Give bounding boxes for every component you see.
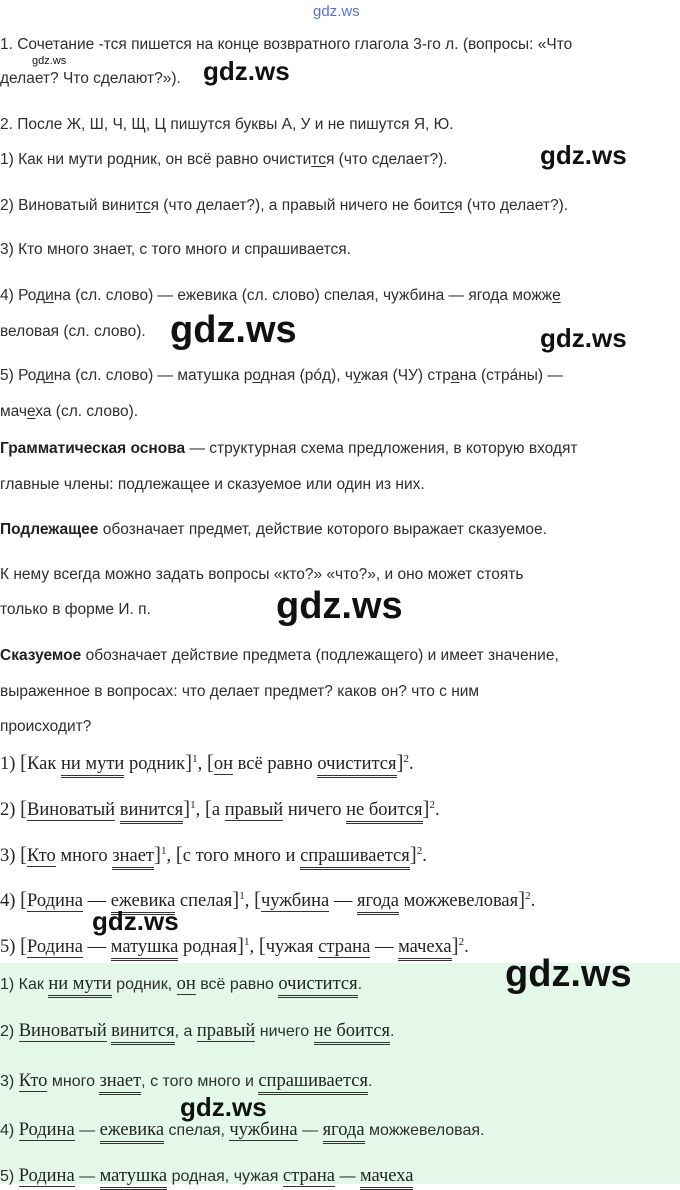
parsed-1: 1) Как ни мути родник, он всё равно очистится. <box>0 974 362 995</box>
parsed-4: 4) Родина — ежевика спелая, чужбина — ягода можжевеловая. <box>0 1120 484 1141</box>
rule-1-line-2: делает? Что сделают?»). <box>0 70 181 87</box>
scheme-2: 2) [Виноватый винится]$^1$, [а правый ничего не боится]$^2$. <box>0 796 440 821</box>
scheme-4: 4) [Родина — ежевика спелая]$^1$, [чужбина — ягода можжевеловая]$^2$. <box>0 887 535 912</box>
watermark: gdz.ws <box>505 953 632 995</box>
example-4-line-2: веловая (сл. слово). <box>0 323 146 340</box>
watermark: gdz.ws <box>203 56 290 86</box>
predicate-line-2: выраженное в вопросах: что делает предмет? каков он? что с ним <box>0 683 480 700</box>
rule-1-line-1: 1. Сочетание -тся пишется на конце возвратного глагола 3-го л. (вопросы: «Что <box>0 36 573 53</box>
subject-line-3: только в форме И. п. <box>0 601 151 618</box>
example-3: 3) Кто много знает, с того много и спрашивается. <box>0 241 351 258</box>
grammar-basis-line-1: Грамматическая основа — структурная схема предложения, в которую входят <box>0 440 578 457</box>
watermark: gdz.ws <box>540 140 627 170</box>
watermark: gdz.ws <box>540 323 627 353</box>
subject-line-2: К нему всегда можно задать вопросы «кто?» «что?», и оно может стоять <box>0 566 524 583</box>
grammar-basis-line-2: главные члены: подлежащее и сказуемое или один из них. <box>0 476 425 493</box>
subject-line-1: Подлежащее обозначает предмет, действие которого выражает сказуемое. <box>0 521 547 538</box>
watermark: gdz.ws <box>92 906 179 936</box>
example-5-line-2: мачеха (сл. слово). <box>0 403 139 420</box>
parsed-2: 2) Виноватый винится, а правый ничего не боится. <box>0 1021 394 1042</box>
predicate-line-3: происходит? <box>0 718 92 735</box>
parsed-5: 5) Родина — матушка родная, чужая страна — мачеха <box>0 1166 413 1187</box>
watermark-top: gdz.ws <box>313 3 360 20</box>
watermark-small: gdz.ws <box>32 55 67 67</box>
rule-2: 2. После Ж, Ш, Ч, Щ, Ц пишутся буквы А, У и не пишутся Я, Ю. <box>0 116 454 133</box>
example-1: 1) Как ни мути родник, он всё равно очистится (что сделает?). <box>0 151 448 168</box>
scheme-5: 5) [Родина — матушка родная]$^1$, [чужая страна — мачеха]$^2$. <box>0 933 469 958</box>
watermark: gdz.ws <box>180 1092 267 1122</box>
example-4-line-1: 4) Родина (сл. слово) — ежевика (сл. слово) спелая, чужбина — ягода можже <box>0 287 561 304</box>
scheme-3: 3) [Кто много знает]$^1$, [с того много и спрашивается]$^2$. <box>0 842 427 867</box>
watermark: gdz.ws <box>276 585 403 627</box>
example-5-line-1: 5) Родина (сл. слово) — матушка родная (рóд), чужая (ЧУ) страна (стрáны) — <box>0 367 563 384</box>
parsed-3: 3) Кто много знает, с того много и спрашивается. <box>0 1071 372 1092</box>
predicate-line-1: Сказуемое обозначает действие предмета (подлежащего) и имеет значение, <box>0 647 559 664</box>
scheme-1: 1) [Как ни мути родник]$^1$, [он всё равно очистится]$^2$. <box>0 750 414 775</box>
watermark: gdz.ws <box>170 309 297 351</box>
example-2: 2) Виноватый винится (что делает?), а правый ничего не боится (что делает?). <box>0 197 569 214</box>
